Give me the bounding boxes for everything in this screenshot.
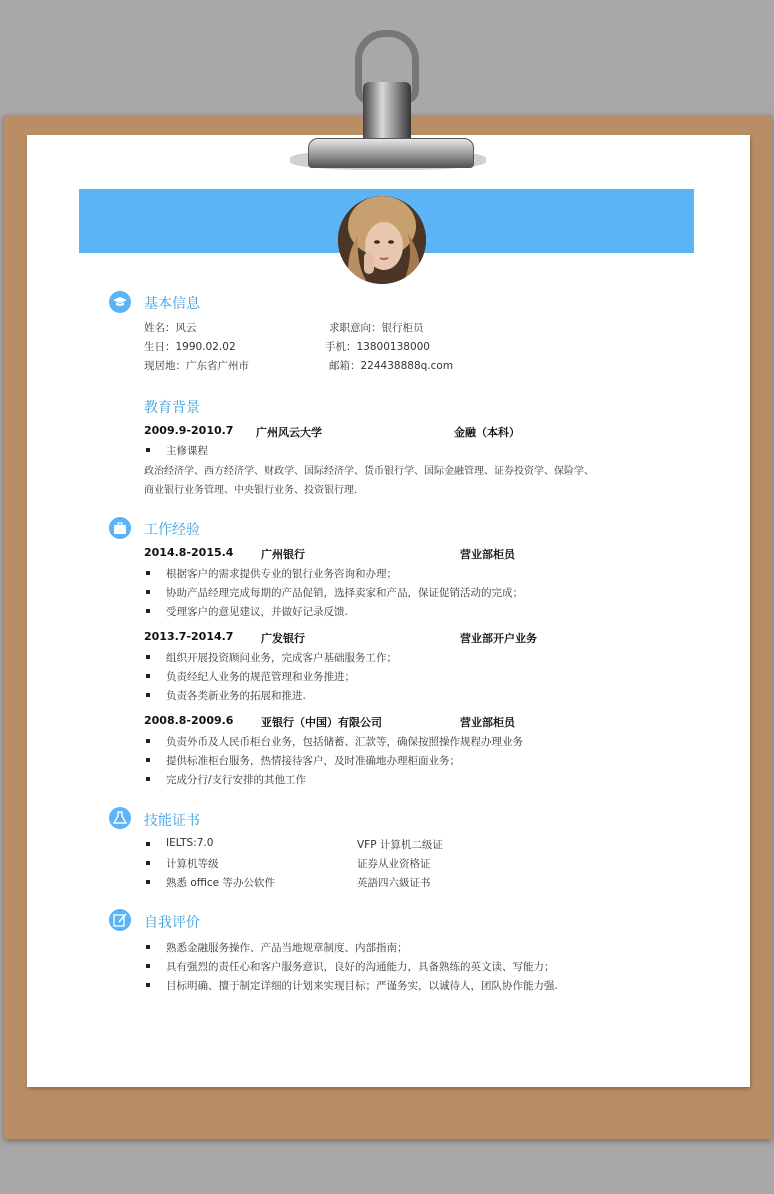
bullet [146, 609, 150, 613]
bullet [146, 674, 150, 678]
job-company: 广州银行 [261, 548, 305, 561]
job-item: 根据客户的需求提供专业的银行业务咨询和办理； [166, 568, 397, 580]
edu-major: 金融（本科） [454, 426, 520, 439]
edu-period: 2009.9-2010.7 [144, 424, 234, 437]
edu-school: 广州风云大学 [256, 426, 322, 439]
bullet [146, 655, 150, 659]
self-item: 熟悉金融服务操作、产品当地规章制度、内部指南； [166, 942, 408, 954]
skill-item: 熟悉 office 等办公软件 [166, 877, 275, 889]
edu-courses-line2: 商业银行业务管理、中央银行业务、投资银行理. [144, 485, 358, 496]
bullet [146, 693, 150, 697]
bullet [146, 739, 150, 743]
job-item: 负责外币及人民币柜台业务，包括储蓄、汇款等，确保按照操作规程办理业务 [166, 736, 523, 748]
self-item: 具有强烈的责任心和客户服务意识，良好的沟通能力，具备熟练的英文读、写能力； [166, 961, 555, 973]
bullet [146, 964, 150, 968]
bullet [146, 983, 150, 987]
bullet [146, 590, 150, 594]
basic-name: 姓名：风云 [144, 322, 197, 334]
skill-item: VFP 计算机二级证 [357, 839, 443, 851]
bullet [146, 571, 150, 575]
graduation-cap-icon [109, 291, 131, 313]
skill-item: IELTS:7.0 [166, 837, 214, 849]
job-item: 受理客户的意见建议，并做好记录反馈. [166, 606, 348, 618]
bullet [146, 448, 150, 452]
skill-item: 计算机等级 [166, 858, 219, 870]
binder-clip-base [308, 138, 474, 168]
bullet [146, 842, 150, 846]
section-title-work: 工作经验 [144, 522, 200, 538]
bullet [146, 880, 150, 884]
section-title-basic: 基本信息 [144, 296, 200, 312]
job-position: 营业部柜员 [460, 548, 515, 561]
bullet [146, 777, 150, 781]
bullet [146, 861, 150, 865]
bullet [146, 945, 150, 949]
basic-email: 邮箱：224438888q.com [329, 360, 454, 372]
job-period: 2013.7-2014.7 [144, 630, 234, 643]
job-item: 提供标准柜台服务，热情接待客户，及时准确地办理柜面业务； [166, 755, 460, 767]
binder-clip-body [363, 82, 411, 142]
bullet [146, 758, 150, 762]
basic-address: 现居地：广东省广州市 [144, 360, 249, 372]
section-title-education: 教育背景 [144, 400, 200, 416]
job-period: 2008.8-2009.6 [144, 714, 234, 727]
job-company: 广发银行 [261, 632, 305, 645]
job-company: 亚银行（中国）有限公司 [261, 716, 382, 729]
basic-intent: 求职意向：银行柜员 [329, 322, 424, 334]
job-position: 营业部开户业务 [460, 632, 537, 645]
job-item: 负责经纪人业务的规范管理和业务推进； [166, 671, 355, 683]
basic-phone: 手机：13800138000 [325, 341, 430, 353]
edu-courses-line1: 政治经济学、西方经济学、财政学、国际经济学、货币银行学、国际金融管理、证券投资学、保险学、 [144, 466, 594, 477]
job-position: 营业部柜员 [460, 716, 515, 729]
briefcase-icon [109, 517, 131, 539]
job-period: 2014.8-2015.4 [144, 546, 234, 559]
section-title-self: 自我评价 [144, 915, 200, 931]
skill-item: 证券从业资格证 [357, 858, 431, 870]
job-item: 协助产品经理完成每期的产品促销，选择卖家和产品，保证促销活动的完成； [166, 587, 523, 599]
job-item: 完成分行/支行安排的其他工作 [166, 774, 307, 786]
basic-birthday: 生日：1990.02.02 [144, 341, 236, 353]
skill-item: 英語四六級证书 [357, 877, 431, 889]
edu-course-label: 主修课程 [166, 445, 208, 457]
section-title-skills: 技能证书 [144, 813, 200, 829]
flask-icon [109, 807, 131, 829]
pencil-edit-icon [109, 909, 131, 931]
self-item: 目标明确、擅于制定详细的计划来实现目标；严谨务实，以诚待人，团队协作能力强. [166, 980, 558, 992]
avatar [338, 196, 426, 284]
job-item: 负责各类新业务的拓展和推进. [166, 690, 306, 702]
job-item: 组织开展投资顾问业务，完成客户基础服务工作； [166, 652, 397, 664]
